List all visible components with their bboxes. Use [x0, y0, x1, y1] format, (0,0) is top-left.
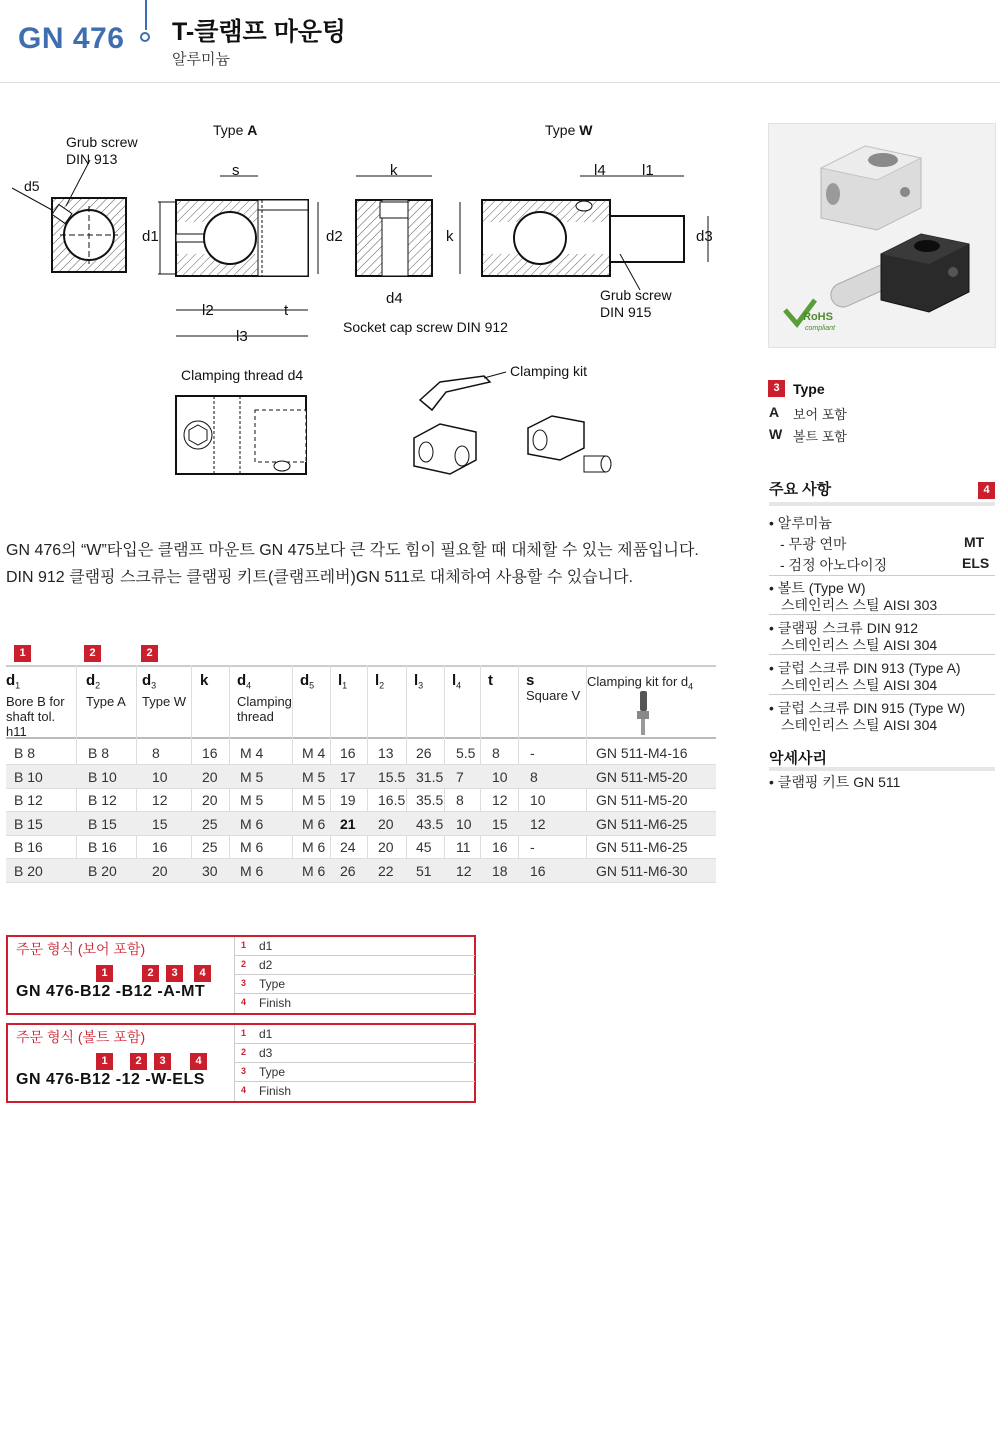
table-cell: M 6 [240, 839, 264, 855]
table-row [6, 812, 716, 836]
th-l2: $l_2$ [375, 672, 385, 691]
th-d3: $d_3$ Type W [142, 672, 187, 709]
note-grub913-2: 스테인리스 스틸 AISI 304 [781, 677, 938, 693]
label-type-w: Type W [545, 122, 593, 138]
table-cell: M 6 [302, 862, 326, 879]
table-cell: 20 [152, 862, 168, 879]
type-title: Type [793, 381, 825, 397]
description-line-1: GN 476의 “W”타입은 클램프 마운트 GN 475보다 큰 각도 힘이 필요할 때 대체할 수 있는 제품입니다. [6, 542, 699, 559]
table-cell: 5.5 [456, 745, 476, 761]
table-cell: M 6 [302, 839, 326, 855]
label-k: k [390, 162, 398, 179]
accessory-item: • 클램핑 키트 GN 511 [769, 774, 901, 790]
table-row [6, 741, 716, 765]
table-cell: B 20 [14, 862, 43, 879]
order-legend-item: 1 d1 [235, 937, 475, 956]
label-t: t [284, 302, 289, 319]
label-d1: d1 [142, 228, 159, 245]
table-cell: 20 [378, 839, 394, 855]
th-d1: $d_1$ Bore B for shaft tol. h11 [6, 672, 65, 739]
table-cell: 16 [340, 745, 356, 761]
order-legend-item: 4 Finish [241, 1084, 292, 1098]
table-cell: 12 [456, 862, 472, 879]
label-type-a: Type A [213, 122, 258, 138]
th-k: k [200, 672, 209, 689]
note-rule [769, 614, 995, 615]
clamping-lever-icon [632, 691, 654, 737]
table-cell: B 16 [14, 839, 43, 855]
table-cell: B 15 [14, 815, 43, 832]
table-cell: 8 [152, 745, 160, 761]
table-cell: B 20 [88, 862, 117, 879]
table-cell: 13 [378, 745, 394, 761]
table-cell: 20 [378, 815, 394, 832]
product-photo-svg [769, 124, 995, 347]
label-clamping-kit: Clamping kit [510, 363, 588, 379]
table-cell: 10 [152, 768, 168, 785]
th-d2: $d_2$ Type A [86, 672, 126, 709]
label-l2: l2 [202, 302, 214, 319]
table-cell: 12 [492, 792, 508, 808]
type-w-key: W [769, 426, 783, 442]
table-cell: 15 [492, 815, 508, 832]
label-grub-915-2: DIN 915 [600, 304, 652, 320]
header-divider [145, 0, 147, 30]
table-row [6, 788, 716, 812]
table-cell: M 4 [240, 745, 264, 761]
order-badge-1: 1 [96, 965, 113, 982]
order-box-bore [6, 935, 476, 1015]
table-cell: M 6 [240, 815, 264, 832]
order-code: GN 476-B12 -12 -W-ELS [16, 1071, 205, 1088]
description-line-2: DIN 912 클램핑 스크류는 클램핑 키트(클램프레버)GN 511로 대체하여 사용할 수 있습니다. [6, 569, 633, 586]
label-l4: l4 [594, 162, 606, 179]
type-a-view [158, 176, 318, 336]
note-bolt-2: 스테인리스 스틸 AISI 303 [781, 597, 938, 613]
note-els-code: ELS [962, 555, 990, 571]
table-cell: 43.5 [416, 815, 444, 832]
clamping-kit-3d [414, 372, 611, 474]
table-cell: 18 [492, 862, 508, 879]
section-view [12, 160, 126, 272]
accessories-title: 악세사리 [769, 750, 827, 767]
table-row [6, 835, 716, 859]
product-code: GN 476 [18, 22, 125, 55]
table-cell: 26 [416, 745, 432, 761]
label-s: s [232, 162, 240, 179]
table-cell: 16 [152, 839, 168, 855]
table-cell: 15 [152, 815, 168, 832]
order-badge-3: 3 [166, 965, 183, 982]
table-cell: 19 [340, 792, 356, 808]
table-cell: M 5 [240, 792, 264, 808]
table-cell: 12 [152, 792, 168, 808]
table-cell: B 16 [88, 839, 117, 855]
note-rule [769, 654, 995, 655]
order-legend-item: 2 d2 [235, 956, 475, 975]
table-cell: GN 511-M5-20 [596, 768, 688, 785]
table-cell: GN 511-M6-30 [596, 862, 688, 879]
label-d2: d2 [326, 228, 343, 245]
badge-col-d1: 1 [14, 645, 31, 662]
th-l1: $l_1$ [338, 672, 348, 691]
table-cell: - [530, 839, 535, 855]
type-w-view [482, 176, 708, 290]
order-title: 주문 형식 (볼트 포함) [16, 1029, 146, 1045]
order-legend [234, 937, 474, 1013]
clamping-thread-view [176, 396, 306, 474]
table-cell: 35.5 [416, 792, 444, 808]
type-a-label: 보어 포함 [793, 407, 847, 422]
table-cell: B 10 [14, 768, 43, 785]
table-cell: 51 [416, 862, 432, 879]
table-cell: 26 [340, 862, 356, 879]
th-d5: $d_5$ [300, 672, 315, 691]
table-cell: GN 511-M6-25 [596, 815, 688, 832]
note-grub915-1: • 글럽 스크류 DIN 915 (Type W) [769, 700, 966, 716]
order-badge-3: 3 [154, 1053, 171, 1070]
table-cell: 21 [340, 815, 356, 832]
page-subtitle: 알루미늄 [172, 51, 230, 68]
label-grub-913-1: Grub screw [66, 134, 138, 150]
notes-title: 주요 사항 [769, 481, 832, 498]
note-rule [769, 694, 995, 695]
th-d4: $d_4$ Clamping thread [237, 672, 292, 724]
rohs-sub: compliant [805, 325, 835, 332]
notes-rule [769, 502, 995, 506]
table-cell: - [530, 745, 535, 761]
table-cell: 10 [456, 815, 472, 832]
table-cell: 12 [530, 815, 546, 832]
table-cell: GN 511-M6-25 [596, 839, 688, 855]
table-cell: 25 [202, 815, 218, 832]
page-title: T-클램프 마운팅 [172, 18, 347, 46]
table-cell: 16 [202, 745, 218, 761]
label-l1: l1 [642, 162, 654, 179]
table-cell: M 5 [302, 792, 326, 808]
table-cell: GN 511-M4-16 [596, 745, 688, 761]
label-socket-cap: Socket cap screw DIN 912 [343, 319, 508, 335]
order-legend-item: 3 Type [235, 975, 475, 994]
note-els: - 검정 아노다이징 [780, 557, 888, 573]
note-clamp-2: 스테인리스 스틸 AISI 304 [781, 637, 938, 653]
table-cell: 16 [530, 862, 546, 879]
order-badge-2: 2 [130, 1053, 147, 1070]
note-mt-code: MT [964, 534, 985, 550]
order-legend-item: 1 d1 [235, 1025, 475, 1044]
table-cell: 8 [492, 745, 500, 761]
label-d4: d4 [386, 290, 403, 307]
table-cell: 17 [340, 768, 356, 785]
order-legend-item: 3 Type [235, 1063, 475, 1082]
table-cell: 20 [202, 768, 218, 785]
order-badge-1: 1 [96, 1053, 113, 1070]
table-cell: 8 [530, 768, 538, 785]
note-grub913-1: • 글럽 스크류 DIN 913 (Type A) [769, 660, 961, 676]
table-cell: 25 [202, 839, 218, 855]
accessories-rule [769, 767, 995, 771]
table-cell: GN 511-M5-20 [596, 792, 688, 808]
table-cell: 31.5 [416, 768, 444, 785]
table-cell: 30 [202, 862, 218, 879]
table-cell: B 12 [88, 792, 117, 808]
table-cell: 10 [530, 792, 546, 808]
label-d3: d3 [696, 228, 713, 245]
badge-col-d2: 2 [84, 645, 101, 662]
label-k-side: k [446, 228, 454, 245]
label-l3: l3 [236, 328, 248, 345]
note-mt: - 무광 연마 [780, 536, 847, 552]
table-cell: 22 [378, 862, 394, 879]
table-cell: B 8 [14, 745, 36, 761]
table-cell: 8 [456, 792, 464, 808]
table-cell: 20 [202, 792, 218, 808]
table-cell: M 6 [240, 862, 264, 879]
note-rule [769, 575, 995, 576]
label-grub-915-1: Grub screw [600, 287, 672, 303]
table-cell: 16 [492, 839, 508, 855]
technical-drawings [0, 110, 740, 490]
badge-type: 3 [768, 380, 785, 397]
order-legend-item: 2 d3 [235, 1044, 475, 1063]
table-header [6, 665, 716, 739]
label-d5: d5 [24, 178, 40, 194]
table-cell: B 8 [88, 745, 110, 761]
order-title: 주문 형식 (보어 포함) [16, 941, 146, 957]
table-cell: B 10 [88, 768, 117, 785]
table-cell: 16.5 [378, 792, 406, 808]
table-cell: 24 [340, 839, 356, 855]
th-s: s Square V [526, 672, 581, 703]
type-w-label: 볼트 포함 [793, 429, 847, 444]
th-t: t [488, 672, 493, 689]
order-legend-item: 4 Finish [241, 996, 292, 1010]
rohs-logo: RoHS [803, 311, 833, 323]
note-clamp-1: • 클램핑 스크류 DIN 912 [769, 620, 919, 636]
table-row [6, 765, 716, 789]
table-cell: M 5 [240, 768, 264, 785]
table-cell: 7 [456, 768, 464, 785]
order-code: GN 476-B12 -B12 -A-MT [16, 983, 206, 1000]
badge-col-d3: 2 [141, 645, 158, 662]
header-dot [140, 32, 150, 42]
table-cell: M 4 [302, 745, 326, 761]
type-a-key: A [769, 404, 780, 420]
th-l4: $l_4$ [452, 672, 462, 691]
table-cell: 11 [456, 839, 471, 855]
order-badge-4: 4 [190, 1053, 207, 1070]
side-view [356, 176, 460, 276]
label-clamping-thread: Clamping thread d4 [181, 367, 304, 383]
table-cell: 15.5 [378, 768, 406, 785]
th-clamping-kit: Clamping kit for $d_4$ [587, 674, 694, 692]
table-cell: B 15 [88, 815, 117, 832]
order-box-bolt [6, 1023, 476, 1103]
label-grub-913-2: DIN 913 [66, 151, 118, 167]
table-cell: 45 [416, 839, 432, 855]
note-aluminium: • 알루미늄 [769, 515, 832, 531]
badge-finish: 4 [978, 482, 995, 499]
table-cell: B 12 [14, 792, 43, 808]
note-bolt-1: • 볼트 (Type W) [769, 580, 866, 596]
table-cell: 10 [492, 768, 508, 785]
table-cell: M 5 [302, 768, 326, 785]
order-badge-4: 4 [194, 965, 211, 982]
table-cell: M 6 [302, 815, 326, 832]
note-grub915-2: 스테인리스 스틸 AISI 304 [781, 717, 938, 733]
order-legend [234, 1025, 474, 1101]
order-badge-2: 2 [142, 965, 159, 982]
th-l3: $l_3$ [414, 672, 424, 691]
table-row [6, 859, 716, 883]
header-rule [0, 82, 1000, 83]
product-photo [768, 123, 996, 348]
